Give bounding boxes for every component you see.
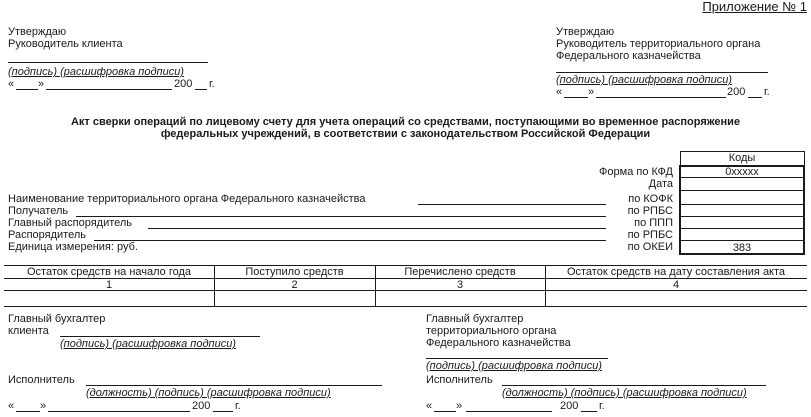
br-sign-labels: (подпись) (расшифровка подписи)	[426, 360, 602, 372]
br-accountant-line1: Главный бухгалтер	[426, 313, 524, 325]
code-label-kfd: Форма по КФД	[599, 166, 673, 178]
br-exec-labels: (должность) (подпись) (расшифровка подписи)	[502, 387, 747, 399]
table-header-transferred: Перечислено средств	[404, 266, 516, 278]
left-day-line	[16, 89, 38, 90]
bl-accountant-line2: клиента	[8, 325, 49, 337]
br-sign-line	[426, 358, 608, 359]
code-value-okei: 383	[732, 242, 752, 254]
right-sign-labels: (подпись) (расшифровка подписи)	[556, 74, 732, 86]
table-header-received: Поступило средств	[245, 266, 344, 278]
br-executor-line	[502, 385, 766, 386]
right-date-open: «	[556, 86, 563, 98]
codes-row-line-5	[680, 228, 804, 229]
codes-title: Коды	[728, 152, 756, 164]
br-accountant-line2: территориального органа	[426, 325, 557, 337]
code-value-kfd: 0xxxxx	[725, 166, 759, 178]
bl-date-close: »	[40, 400, 47, 412]
org-name-label: Наименование территориального органа Федерального казначейства	[8, 193, 366, 205]
right-day-line	[564, 97, 588, 98]
codes-row-line-2	[680, 190, 804, 191]
document-title-line1: Акт сверки операций по лицевому счету для учета операций со средствами, поступающими во временное распоряжение	[70, 116, 741, 128]
bl-year: 200	[192, 400, 211, 412]
right-approve-text: Утверждаю	[556, 26, 615, 38]
left-year-suffix: г.	[209, 78, 215, 90]
code-label-okei: по ОКЕИ	[627, 241, 673, 253]
bl-month-line	[48, 411, 190, 412]
left-month-line	[46, 89, 172, 90]
br-accountant-line3: Федерального казначейства	[426, 337, 571, 349]
br-date-open: «	[426, 400, 433, 412]
left-date-open: «	[8, 78, 15, 90]
right-year: 200	[727, 86, 746, 98]
appendix-label: Приложение № 1	[702, 0, 807, 14]
right-approve-role-2: Федерального казначейства	[556, 50, 701, 62]
left-approve-text: Утверждаю	[8, 26, 67, 38]
table-header-end-balance: Остаток средств на дату составления акта	[566, 266, 786, 278]
recipient-label: Получатель	[8, 205, 69, 217]
right-year-line	[748, 97, 762, 98]
codes-header-right	[804, 151, 805, 165]
code-label-date: Дата	[648, 178, 673, 190]
table-header-start-balance: Остаток средств на начало года	[26, 266, 192, 278]
right-year-suffix: г.	[764, 86, 770, 98]
codes-row-line-4	[680, 216, 804, 217]
br-executor: Исполнитель	[426, 374, 493, 386]
bl-accountant-line1: Главный бухгалтер	[8, 313, 106, 325]
table-col-number-4: 4	[672, 279, 680, 291]
br-date-close: »	[456, 400, 463, 412]
left-approve-role: Руководитель клиента	[8, 38, 123, 50]
main-manager-label: Главный распорядитель	[8, 217, 133, 229]
code-label-ppp: по ППП	[634, 217, 673, 229]
br-year-line	[581, 411, 597, 412]
code-label-rpbs-2: по РПБС	[627, 229, 673, 241]
document-title-line2: федеральных учреждений, в соответствии с законодательством Российской Федерации	[160, 128, 651, 140]
main-manager-line	[148, 228, 606, 229]
right-month-line	[596, 97, 726, 98]
br-year-suffix: г.	[599, 400, 605, 412]
bl-day-line	[16, 411, 40, 412]
br-year: 200	[560, 400, 579, 412]
code-label-kofk: по КОФК	[628, 193, 673, 205]
bl-date-open: «	[8, 400, 15, 412]
codes-row-line-3	[680, 204, 804, 205]
bl-year-line	[213, 411, 233, 412]
table-col-number-3: 3	[456, 279, 464, 291]
left-year: 200	[174, 78, 193, 90]
recipient-line	[76, 216, 606, 217]
bl-year-suffix: г.	[235, 400, 241, 412]
code-label-rpbs-1: по РПБС	[627, 205, 673, 217]
br-day-line	[434, 411, 456, 412]
manager-label: Распорядитель	[8, 229, 86, 241]
bl-executor: Исполнитель	[8, 374, 75, 386]
right-date-close: »	[588, 86, 595, 98]
manager-line	[94, 240, 606, 241]
bl-sign-line	[60, 336, 260, 337]
codes-row-line-6	[680, 240, 804, 241]
br-month-line	[466, 411, 552, 412]
right-sign-line	[556, 72, 768, 73]
left-year-line	[195, 89, 207, 90]
codes-header-left	[680, 151, 681, 165]
bl-executor-line	[86, 385, 382, 386]
right-approve-role-1: Руководитель территориального органа	[556, 38, 761, 50]
left-date-close: »	[38, 78, 45, 90]
unit-label: Единица измерения: руб.	[8, 241, 138, 253]
codes-header-top	[680, 151, 804, 152]
table-col-number-2: 2	[291, 279, 298, 291]
table-bottom-line	[4, 306, 807, 307]
left-sign-labels: (подпись) (расшифровка подписи)	[8, 66, 184, 78]
bl-sign-labels: (подпись) (расшифровка подписи)	[60, 338, 236, 350]
bl-exec-labels: (должность) (подпись) (расшифровка подписи)	[86, 387, 331, 399]
org-name-line	[418, 204, 606, 205]
left-sign-line	[8, 62, 208, 63]
table-col-number-1: 1	[105, 279, 113, 291]
